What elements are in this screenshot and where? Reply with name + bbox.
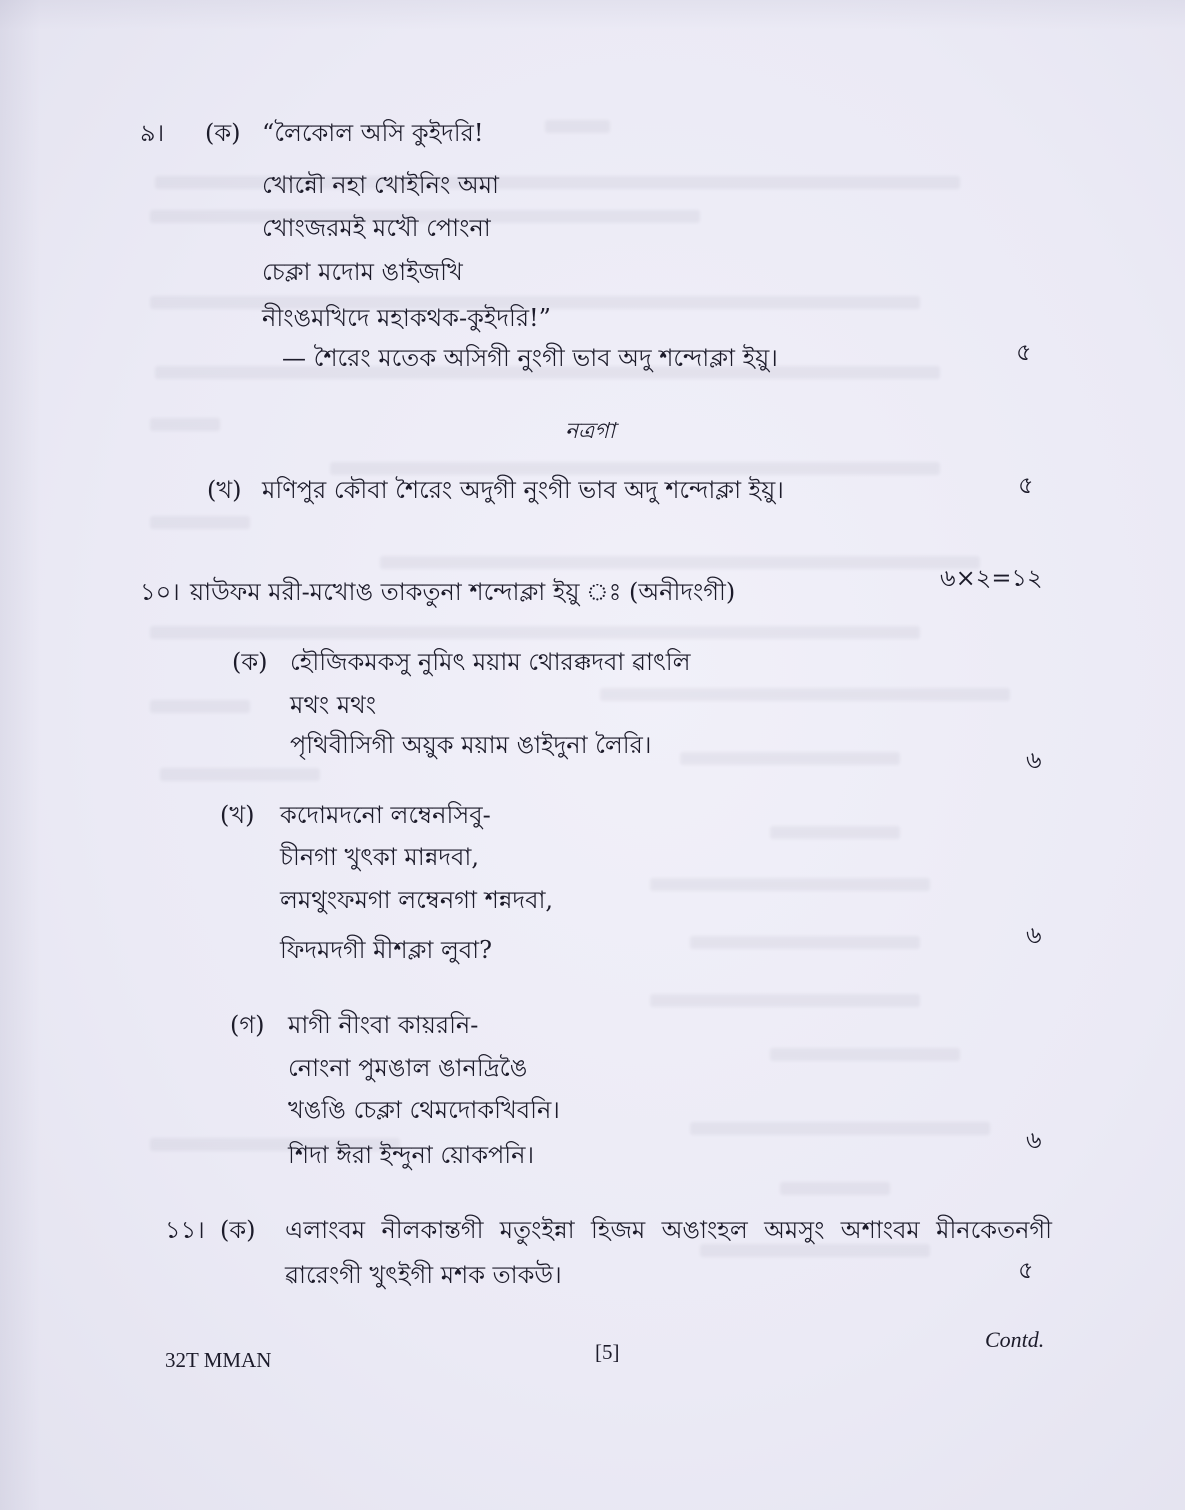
page-number: [5]	[595, 1340, 620, 1364]
poem-line: মথং মথং	[290, 691, 377, 719]
poem-line: নীংঙমখিদে মহাকথক-কুইদরি!”	[262, 304, 551, 332]
marks: ৬	[1026, 921, 1042, 949]
bleed-through-mark	[690, 936, 920, 949]
bleed-through-mark	[545, 120, 610, 133]
poem-line: পৃথিবীসিগী অয়ুক ময়াম ঙাইদুনা লৈরি।	[290, 731, 652, 759]
bleed-through-mark	[770, 826, 900, 839]
marks: ৬	[1026, 746, 1042, 774]
bleed-through-mark	[380, 556, 980, 569]
poem-line: মাগী নীংবা কায়রনি-	[288, 1011, 479, 1039]
subquestion-label: (গ)	[230, 1011, 265, 1039]
poem-line: শিদা ঈরা ইন্দুনা য়োকপনি।	[288, 1141, 535, 1169]
poem-line: চেক্লা মদোম ঙাইজখি	[262, 258, 463, 286]
bleed-through-mark	[330, 462, 940, 475]
poem-line: ফিদমদগী মীশক্লা লুবা?	[280, 936, 493, 964]
bleed-through-mark	[150, 700, 250, 713]
poem-line: চীনগা খুৎকা মান্নদবা,	[280, 843, 479, 871]
bleed-through-mark	[770, 1048, 960, 1061]
poem-line: খোংজরমই মখৌ পোংনা	[262, 214, 491, 242]
marks: ৫	[1016, 338, 1032, 366]
question-prompt: এলাংবম নীলকান্তগী মতুংইন্না হিজম অঙাংহল অমসুং অশাংবম মীনকেতনগী	[285, 1216, 1052, 1244]
or-label: নত্রগা	[565, 419, 616, 444]
bleed-through-mark	[160, 768, 320, 781]
poem-line: লমথুংফমগা লম্বেনগা শন্নদবা,	[280, 886, 554, 914]
subquestion-label: (ক)	[220, 1216, 256, 1244]
marks: ৫	[1018, 1256, 1034, 1284]
subquestion-label: (ক)	[232, 648, 268, 676]
poem-line: কদোমদনো লম্বেনসিবু-	[280, 801, 491, 829]
poem-line: খঙঙি চেক্লা থেমদোকখিবনি।	[288, 1096, 560, 1124]
subquestion-label: (খ)	[207, 476, 242, 504]
subquestion-label: (ক)	[205, 119, 241, 147]
marks: ৫	[1018, 471, 1034, 499]
marks: ৬	[1026, 1126, 1042, 1154]
bleed-through-mark	[690, 1122, 990, 1135]
bleed-through-mark	[600, 688, 1010, 701]
bleed-through-mark	[150, 626, 920, 639]
question-prompt: মণিপুর কৌবা শৈরেং অদুগী নুংগী ভাব অদু শন্দোক্লা ইয়ু।	[262, 476, 784, 504]
bleed-through-mark	[150, 516, 250, 529]
bleed-through-mark	[680, 752, 900, 765]
question-number: ১০।	[140, 578, 180, 606]
bleed-through-mark	[150, 418, 220, 431]
marks: ৬×২=১২	[940, 564, 1043, 592]
poem-line: হৌজিকমকসু নুমিৎ ময়াম থোরক্কদবা ৱাৎলি	[290, 648, 691, 676]
subquestion-label: (খ)	[220, 801, 255, 829]
poem-line: খোন্নৌ নহা খোইনিং অমা	[262, 171, 499, 199]
bleed-through-mark	[700, 1244, 930, 1257]
question-number: ৯।	[140, 119, 165, 147]
bleed-through-mark	[780, 1182, 890, 1195]
paper-code: 32T MMAN	[165, 1348, 272, 1372]
bleed-through-mark	[650, 994, 920, 1007]
bleed-through-mark	[650, 878, 930, 891]
continued-label: Contd.	[985, 1327, 1045, 1352]
question-number: ১১।	[165, 1216, 205, 1244]
poem-line: “লৈকোল অসি কুইদরি!	[262, 119, 484, 147]
poem-line: নোংনা পুমঙাল ঙানদ্রিঙৈ	[288, 1054, 528, 1082]
question-instruction: য়াউফম মরী-মখোঙ তাকতুনা শন্দোক্লা ইয়ু ঃ (অনীদংগী)	[190, 578, 736, 606]
question-prompt: — শৈরেং মতেক অসিগী নুংগী ভাব অদু শন্দোক্লা ইয়ু।	[282, 344, 778, 372]
question-prompt: ৱারেংগী খুৎইগী মশক তাকউ।	[285, 1261, 562, 1289]
